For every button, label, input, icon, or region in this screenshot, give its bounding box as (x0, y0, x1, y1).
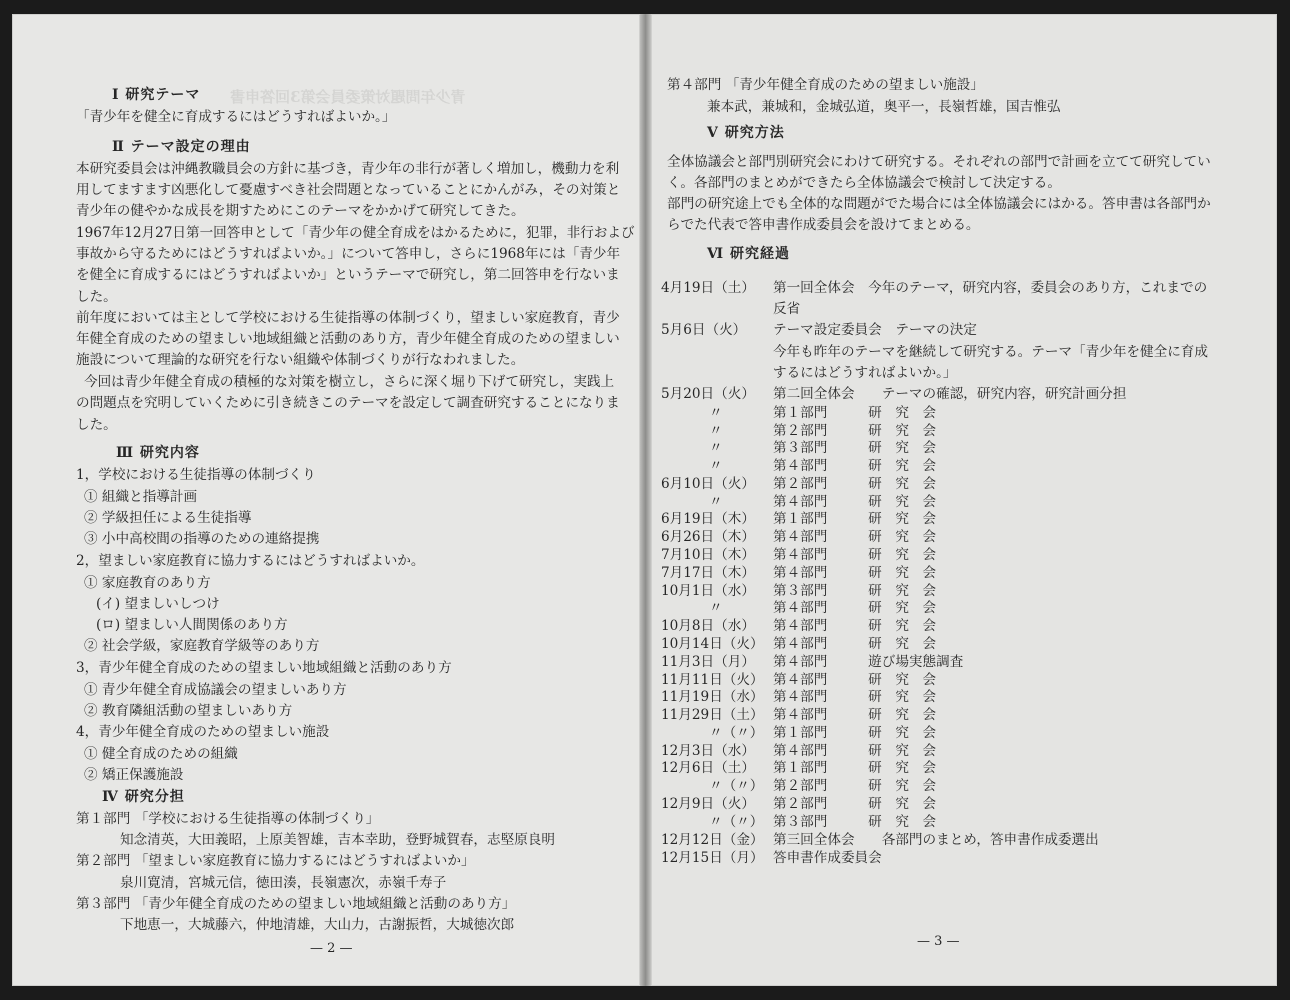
left-text-line: 「青少年を健全に育成するにはどうすればよいか。」 (76, 109, 396, 125)
schedule-text: 第４部門 研 究 会 (773, 743, 937, 759)
left-text-line: の問題点を究明していくために引き続きこのテーマを設定して調査研究することになりま (76, 395, 620, 411)
schedule-date: 10月1日（水） (661, 583, 755, 599)
schedule-text: 第４部門 研 究 会 (773, 565, 937, 581)
schedule-date: 10月8日（水） (661, 618, 755, 634)
schedule-text: 第１部門 研 究 会 (773, 725, 937, 741)
left-text-line: (イ) 望ましいしつけ (96, 596, 220, 612)
left-text-line: 4，青少年健全育成のための望ましい施設 (76, 724, 330, 740)
left-text-line: ② 矯正保護施設 (84, 767, 184, 783)
schedule-date: 〃（〃） (709, 814, 764, 830)
page-number-right: — 3 — (917, 934, 960, 949)
left-text-line: ① 家庭教育のあり方 (84, 575, 211, 591)
left-text-line: ② 教育隣組活動の望ましいあり方 (84, 703, 293, 719)
schedule-text: 第３部門 研 究 会 (773, 440, 937, 456)
right-text-line: 全体協議会と部門別研究会にわけて研究する。それぞれの部門で計画を立てて研究してい (667, 154, 1211, 170)
left-section-heading: Ⅰ 研究テーマ (112, 87, 201, 103)
schedule-text: 第１部門 研 究 会 (773, 760, 937, 776)
left-text-line: ① 健全育成のための組織 (84, 746, 238, 762)
left-text-line: 青少年の健やかな成長を期すためにこのテーマをかかげて研究してきた。 (76, 203, 525, 219)
schedule-text: 第２部門 研 究 会 (773, 476, 937, 492)
schedule-text: 答申書作成委員会 (773, 850, 882, 866)
schedule-date: 6月19日（木） (661, 511, 755, 527)
schedule-text: 第４部門 研 究 会 (773, 689, 937, 705)
right-page (651, 14, 1277, 986)
left-text-line: 1，学校における生徒指導の体制づくり (76, 467, 316, 483)
schedule-text: 第２部門 研 究 会 (773, 423, 937, 439)
left-text-line: 2，望ましい家庭教育に協力するにはどうすればよいか。 (76, 553, 425, 569)
book-gutter (640, 14, 651, 986)
schedule-text: 反省 (773, 301, 801, 317)
left-text-line: (ロ) 望ましい人間関係のあり方 (96, 617, 288, 633)
right-section-heading: Ⅴ 研究方法 (707, 125, 785, 141)
page-number-left: — 2 — (310, 941, 353, 956)
schedule-date: 〃 (709, 458, 723, 474)
left-text-line: を健全に育成するにはどうすればよいか」というテーマで研究し，第二回答申を行ないま (76, 267, 620, 283)
schedule-date: 〃 (709, 600, 723, 616)
left-section-heading: Ⅲ 研究内容 (116, 445, 200, 461)
left-text-line: 第１部門 「学校における生徒指導の体制づくり」 (76, 811, 380, 827)
left-text-line: 1967年12月27日第一回答申として「青少年の健全育成をはかるために，犯罪，非行および (76, 225, 635, 241)
schedule-date: 6月26日（木） (661, 529, 755, 545)
schedule-date: 11月19日（水） (661, 689, 764, 705)
right-text-line: らでた代表で答申書作成委員会を設けてまとめる。 (667, 217, 980, 233)
schedule-text: 第２部門 研 究 会 (773, 796, 937, 812)
schedule-text: 第４部門 遊び場実態調査 (773, 654, 964, 670)
schedule-date: 〃 (709, 405, 723, 421)
schedule-date: 6月10日（火） (661, 476, 755, 492)
schedule-text: 第４部門 研 究 会 (773, 672, 937, 688)
right-text-line: 兼本武，兼城和，金城弘道，奥平一，長嶺哲雄，国吉惟弘 (707, 99, 1061, 115)
left-text-line: 下地恵一，大城藤六，仲地清雄，大山力，古謝振哲，大城徳次郎 (120, 917, 515, 933)
right-text-line: 第４部門 「青少年健全育成のための望ましい施設」 (667, 77, 984, 93)
left-text-line: 第３部門 「青少年健全育成のための望ましい地域組織と活動のあり方」 (76, 896, 516, 912)
right-text-line: く。各部門のまとめができたら全体協議会で検討して決定する。 (667, 175, 1061, 191)
left-text-line: 用してますます凶悪化して憂慮すべき社会問題となっていることにかんがみ，その対策と (76, 182, 621, 198)
left-text-line: 第２部門 「望ましい家庭教育に協力するにはどうすればよいか」 (76, 853, 475, 869)
schedule-text: 第４部門 研 究 会 (773, 600, 937, 616)
schedule-text: 第４部門 研 究 会 (773, 494, 937, 510)
schedule-date: 〃（〃） (709, 725, 764, 741)
schedule-date: 5月6日（火） (661, 322, 747, 338)
left-section-heading: Ⅱ テーマ設定の理由 (112, 139, 251, 155)
schedule-date: 10月14日（火） (661, 636, 764, 652)
schedule-text: 第１部門 研 究 会 (773, 511, 937, 527)
left-text-line: 今回は青少年健全育成の積極的な対策を樹立し，さらに深く堀り下げて研究し，実践上 (84, 374, 615, 390)
schedule-text: 第４部門 研 究 会 (773, 707, 937, 723)
schedule-text: するにはどうすればよいか。」 (773, 365, 957, 381)
left-text-line: 泉川寛清，宮城元信，徳田湊，長嶺憲次，赤嶺千寿子 (120, 875, 447, 891)
left-text-line: 本研究委員会は沖縄教職員会の方針に基づき，青少年の非行が著しく増加し，機動力を利 (76, 161, 620, 177)
schedule-date: 〃 (709, 440, 723, 456)
schedule-text: 第４部門 研 究 会 (773, 636, 937, 652)
left-text-line: ① 組織と指導計画 (84, 489, 198, 505)
show-through-title: 青少年問題対策委員会第3回答申書 (230, 88, 466, 106)
left-text-line: 前年度においては主として学校における生徒指導の体制づくり，望ましい家庭教育，青少 (76, 310, 620, 326)
schedule-text: 第３部門 研 究 会 (773, 814, 937, 830)
left-text-line: 3，青少年健全育成のための望ましい地域組織と活動のあり方 (76, 660, 452, 676)
left-text-line: 年健全育成のための望ましい地域組織と活動のあり方，青少年健全育成のための望ましい (76, 331, 620, 347)
schedule-text: テーマ設定委員会 テーマの決定 (773, 322, 977, 338)
schedule-date: 〃 (709, 423, 723, 439)
schedule-text: 第３部門 研 究 会 (773, 583, 937, 599)
left-text-line: 知念清英，大田義昭，上原美智雄，吉本幸助，登野城賀春，志堅原良明 (120, 832, 555, 848)
schedule-date: 12月9日（火） (661, 796, 755, 812)
left-text-line: ② 社会学級，家庭教育学級等のあり方 (84, 638, 320, 654)
left-text-line: 事故から守るためにはどうすればよいか。」について答申し，さらに1968年には「青少年 (76, 246, 621, 262)
left-section-heading: Ⅳ 研究分担 (102, 789, 185, 805)
schedule-date: 7月10日（木） (661, 547, 755, 563)
schedule-text: 第三回全体会 各部門のまとめ，答申書作成委選出 (773, 832, 1099, 848)
left-text-line: ③ 小中高校間の指導のための連絡提携 (84, 531, 320, 547)
schedule-date: 5月20日（火） (661, 386, 755, 402)
left-text-line: した。 (76, 289, 117, 305)
schedule-date: 〃 (709, 494, 723, 510)
left-page (12, 14, 640, 986)
schedule-text: 第２部門 研 究 会 (773, 778, 937, 794)
schedule-date: 12月6日（土） (661, 760, 755, 776)
left-text-line: ② 学級担任による生徒指導 (84, 510, 252, 526)
right-text-line: 部門の研究途上でも全体的な問題がでた場合には全体協議会にはかる。答申書は各部門か (667, 196, 1211, 212)
schedule-text: 第二回全体会 テーマの確認，研究内容，研究計画分担 (773, 386, 1127, 402)
schedule-text: 第４部門 研 究 会 (773, 618, 937, 634)
schedule-date: 11月29日（土） (661, 707, 764, 723)
schedule-text: 今年も昨年のテーマを継続して研究する。テーマ「青少年を健全に育成 (773, 344, 1208, 360)
schedule-text: 第４部門 研 究 会 (773, 529, 937, 545)
schedule-text: 第一回全体会 今年のテーマ，研究内容，委員会のあり方，これまでの (773, 280, 1208, 296)
left-text-line: ① 青少年健全育成協議会の望ましいあり方 (84, 682, 347, 698)
schedule-date: 12月3日（水） (661, 743, 755, 759)
left-text-line: 施設について理論的な研究を行ない組織や体制づくりが行なわれました。 (76, 352, 525, 368)
schedule-date: 12月12日（金） (661, 832, 764, 848)
schedule-text: 第４部門 研 究 会 (773, 458, 937, 474)
schedule-date: 〃（〃） (709, 778, 764, 794)
schedule-date: 11月11日（火） (661, 672, 764, 688)
schedule-date: 12月15日（月） (661, 850, 764, 866)
schedule-date: 11月3日（月） (661, 654, 755, 670)
schedule-text: 第４部門 研 究 会 (773, 547, 937, 563)
schedule-text: 第１部門 研 究 会 (773, 405, 937, 421)
left-text-line: した。 (76, 417, 117, 433)
right-section-heading: Ⅵ 研究経過 (707, 246, 790, 262)
schedule-date: 7月17日（木） (661, 565, 755, 581)
schedule-date: 4月19日（土） (661, 280, 755, 296)
